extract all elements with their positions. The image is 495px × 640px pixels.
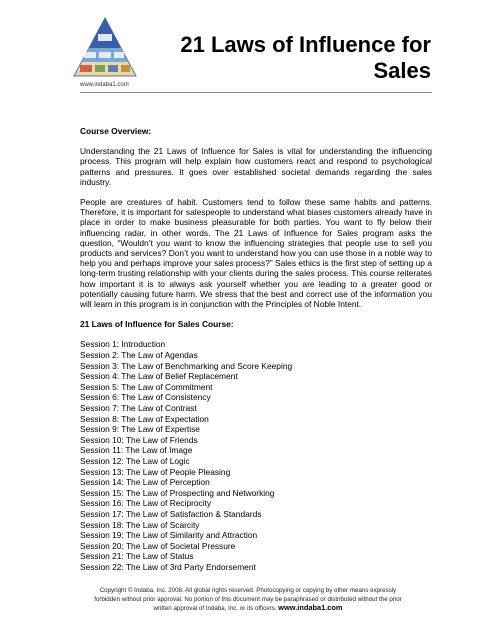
page-header <box>0 0 495 100</box>
indaba-pyramid-logo <box>70 14 140 84</box>
session-item: Session 18: The Law of Scarcity <box>80 519 200 530</box>
session-item: Session 15: The Law of Prospecting and Networking <box>80 487 275 498</box>
overview-paragraph-2: People are creatures of habit. Customers tend to follow these same habits and patterns. Therefore, it is important for salespeople to understand what biases customers already have in place in order to make business pleasurable for both parties. You want to fly below their influencing radar, in other words. The 21 Laws of Influence for Sales program asks the question, “Wouldn’t you want to know the influencing strategies that people use to sell you products and services? Don’t you want to understand how you can use those in a noble way to help you and perhaps improve your sales process?” Sales ethics is the first step of setting up a long-term trusting relationship with your clients during the sales process. This course reiterates how important it is to always ask yourself whether you are leading to a greater good or potentially causing future harm. We stress that the best and correct use of the information you will learn in this program is in conjunction with the Principles of Noble Intent. <box>80 197 432 310</box>
copyright-footer <box>62 587 434 614</box>
footer-line-3-text: written approval of Indaba, Inc. or its officers. <box>153 605 277 613</box>
footer-line-3 <box>62 604 434 614</box>
session-item: Session 4: The Law of Belief Replacement <box>80 371 238 382</box>
session-item: Session 17: The Law of Satisfaction & Standards <box>80 508 262 519</box>
header-divider <box>80 92 432 93</box>
page-title <box>131 32 431 84</box>
session-item: Session 9: The Law of Expertise <box>80 424 200 435</box>
session-item: Session 16: The Law of Reciprocity <box>80 498 212 509</box>
session-item: Session 7: The Law of Contrast <box>80 403 197 414</box>
session-item: Session 12: The Law of Logic <box>80 455 190 466</box>
course-heading: 21 Laws of Influence for Sales Course: <box>80 319 234 330</box>
session-item: Session 8: The Law of Expectation <box>80 413 209 424</box>
overview-paragraph-1: Understanding the 21 Laws of Influence for Sales is vital for understanding the influencing process. This program will help explain how customers react and respond to psychological patterns and pressures. It goes over established societal demands regarding the sales industry. <box>80 146 432 187</box>
session-item: Session 20: The Law of Societal Pressure <box>80 540 236 551</box>
main-content <box>80 126 432 573</box>
session-item: Session 3: The Law of Benchmarking and Score Keeping <box>80 360 293 371</box>
session-item: Session 10: The Law of Friends <box>80 434 198 445</box>
footer-url-link[interactable]: www.indaba1.com <box>278 603 343 613</box>
footer-line-1: Copyright © Indaba, Inc. 2008. All global rights reserved. Photocopying or copying by other means expressly <box>99 587 397 594</box>
session-item: Session 14: The Law of Perception <box>80 477 210 488</box>
session-item: Session 13: The Law of People Pleasing <box>80 466 231 477</box>
session-item: Session 19: The Law of Similarity and Attraction <box>80 530 258 541</box>
session-list <box>80 339 432 572</box>
session-item: Session 1: Introduction <box>80 339 166 350</box>
session-item: Session 22: The Law of 3rd Party Endorsement <box>80 561 256 572</box>
title-line-1: 21 Laws of Influence for <box>180 32 431 57</box>
logo-url-text: www.indaba1.com <box>80 82 129 88</box>
session-item: Session 11: The Law of Image <box>80 445 193 456</box>
session-item: Session 6: The Law of Consistency <box>80 392 211 403</box>
footer-line-2: forbidden without prior approval. No portion of this document may be paraphrased or distributed without the prior <box>94 595 402 603</box>
session-item: Session 5: The Law of Commitment <box>80 381 213 392</box>
title-line-2: Sales <box>373 58 431 83</box>
overview-heading: Course Overview: <box>80 126 152 136</box>
session-item: Session 2: The Law of Agendas <box>80 350 198 361</box>
session-item: Session 21: The Law of Status <box>80 551 194 562</box>
